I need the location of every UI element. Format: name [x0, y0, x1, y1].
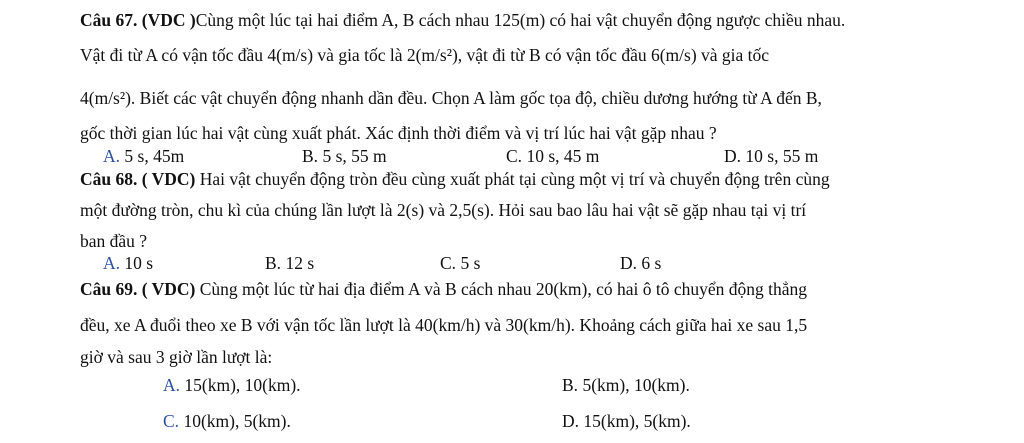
- q68-line-1: [80, 168, 830, 190]
- q67-line-2: Vật đi từ A có vận tốc đầu 4(m/s) và gia tốc là 2(m/s²), vật đi từ B có vận tốc đầu 6(m/s) và gia tốc: [80, 45, 770, 65]
- q69-option-d[interactable]: D. 15(km), 5(km).: [562, 411, 691, 431]
- q67-line-3: 4(m/s²). Biết các vật chuyển động nhanh dần đều. Chọn A làm gốc tọa độ, chiều dương hướng từ A đến B,: [80, 88, 822, 108]
- q69-option-a[interactable]: A. 15(km), 10(km).: [163, 375, 301, 395]
- q68-option-a[interactable]: A. 10 s: [103, 253, 154, 273]
- q69-option-b[interactable]: B. 5(km), 10(km).: [562, 375, 690, 395]
- q69-line-2: đều, xe A đuổi theo xe B với vận tốc lần lượt là 40(km/h) và 30(km/h). Khoảng cách giữa hai xe sau 1,5: [80, 315, 808, 335]
- q68-line-3: ban đầu ?: [80, 231, 148, 251]
- q68-text-1: Hai vật chuyển động tròn đều cùng xuất phát tại cùng một vị trí và chuyển động trên cùng: [199, 169, 830, 189]
- q67-line-4: gốc thời gian lúc hai vật cùng xuất phát. Xác định thời điểm và vị trí lúc hai vật gặp nhau ?: [80, 123, 717, 143]
- q69-heading: Câu 69. ( VDC): [80, 279, 196, 299]
- q68-option-b[interactable]: B. 12 s: [265, 253, 315, 273]
- q67-option-d[interactable]: D. 10 s, 55 m: [724, 146, 819, 166]
- q69-line-3: giờ và sau 3 giờ lần lượt là:: [80, 347, 273, 367]
- q67-text-1: Cùng một lúc tại hai điểm A, B cách nhau 125(m) có hai vật chuyển động ngược chiều nhau.: [195, 10, 846, 30]
- q68-heading: Câu 68. ( VDC): [80, 169, 196, 189]
- q67-line-1: [80, 9, 845, 31]
- q67-option-a[interactable]: A. 5 s, 45m: [103, 146, 185, 166]
- q69-line-1: [80, 278, 807, 300]
- q69-text-1: Cùng một lúc từ hai địa điểm A và B cách nhau 20(km), có hai ô tô chuyển động thẳng: [199, 279, 808, 299]
- q67-heading: Câu 67. (VDC ): [80, 10, 196, 30]
- q68-option-c[interactable]: C. 5 s: [440, 253, 481, 273]
- q68-option-d[interactable]: D. 6 s: [620, 253, 662, 273]
- q67-option-c[interactable]: C. 10 s, 45 m: [506, 146, 600, 166]
- q67-option-b[interactable]: B. 5 s, 55 m: [302, 146, 387, 166]
- q68-line-2: một đường tròn, chu kì của chúng lần lượt là 2(s) và 2,5(s). Hỏi sau bao lâu hai vật sẽ gặp nhau tại vị trí: [80, 200, 807, 220]
- q69-option-c[interactable]: C. 10(km), 5(km).: [163, 411, 291, 431]
